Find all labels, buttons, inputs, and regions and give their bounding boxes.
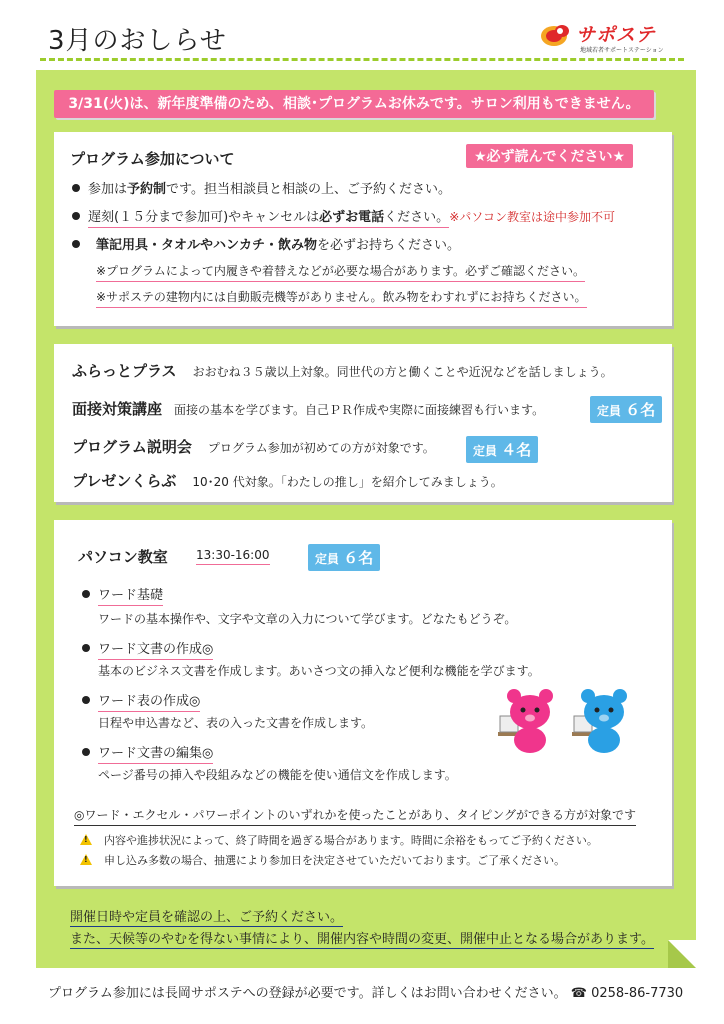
- bullet-icon: [82, 590, 90, 598]
- closure-banner: 3/31(火)は、新年度準備のため、相談･プログラムお休みです。サロン利用もできません。: [54, 90, 654, 118]
- must-read-badge: ★必ず読んでください★: [466, 144, 633, 168]
- capacity-badge: 定員 ６名: [308, 544, 380, 571]
- rule-1: 参加は予約制です。担当相談員と相談の上、ご予約ください。: [88, 182, 451, 197]
- note-1: ※プログラムによって内履きや着替えなどが必要な場合があります。必ずご確認ください。: [96, 262, 585, 282]
- program-fluttoplus: ふらっとプラス おおむね３５歳以上対象。同世代の方と働くことや近況などを話しましょう。: [72, 362, 613, 380]
- capacity-badge: 定員 ６名: [590, 396, 662, 423]
- program-orientation: プログラム説明会 プログラム参加が初めての方が対象です。: [72, 438, 435, 456]
- bullet-icon: [82, 748, 90, 756]
- header-divider: [40, 58, 684, 61]
- programs-card: [54, 344, 672, 502]
- logo-subtitle: 地域若者サポートステーション: [580, 47, 664, 54]
- blue-bear-icon: [572, 689, 627, 753]
- bullet-icon: [72, 184, 80, 192]
- warning-text: 申し込み多数の場合、抽選により参加日を決定させていただいております。ご了承ください。: [104, 854, 566, 867]
- bullet-icon: [82, 696, 90, 704]
- pc-class-heading: パソコン教室: [78, 548, 168, 566]
- pc-class-card: [54, 520, 672, 886]
- course-title: ワード文書の編集◎: [98, 742, 213, 764]
- bears-at-computers-illustration: [494, 684, 644, 754]
- phone-icon: ☎: [570, 986, 587, 1001]
- program-interview: 面接対策講座 面接の基本を学びます。自己ＰＲ作成や実際に面接練習も行います。: [72, 400, 545, 418]
- program-rules-card: [54, 132, 672, 326]
- warning-text: 内容や進捗状況によって、終了時間を過ぎる場合があります。時間に余裕をもってご予約ください。: [104, 834, 598, 847]
- registration-note: プログラム参加には長岡サポステへの登録が必要です。詳しくはお問い合わせください。 ☎ 0258-86-7730: [48, 986, 684, 1001]
- course-desc: 基本のビジネス文書を作成します。あいさつ文の挿入など便利な機能を学びます。: [98, 664, 540, 678]
- page-title: 3月のおしらせ: [48, 26, 227, 56]
- course-title: ワード文書の作成◎: [98, 638, 213, 660]
- note-2: ※サポステの建物内には自動販売機等がありません。飲み物をわすれずにお持ちください。: [96, 288, 587, 308]
- bullet-icon: [72, 240, 80, 248]
- rule-2: 遅刻(１５分まで参加可)やキャンセルは必ずお電話ください。※パソコン教室は途中参加不可: [88, 206, 615, 225]
- rule-3: 筆記用具・タオルやハンカチ・飲み物を必ずお持ちください。: [96, 238, 461, 253]
- pink-bear-icon: [498, 689, 553, 753]
- bullet-icon: [82, 644, 90, 652]
- page-fold-corner: [668, 940, 696, 968]
- program-presen: プレゼンくらぶ 10･20 代対象。「わたしの推し」を紹介してみましょう。: [72, 472, 503, 490]
- pc-class-time: 13:30-16:00: [196, 548, 270, 565]
- pc-target-note: ◎ワード・エクセル・パワーポイントのいずれかを使ったことがあり、タイピングができる方が対象です: [74, 806, 636, 826]
- logo-text: サポステ: [576, 24, 656, 46]
- capacity-badge: 定員 ４名: [466, 436, 538, 463]
- warning-icon: [80, 834, 92, 845]
- course-title: ワード基礎: [98, 584, 163, 606]
- logo-mark-icon: [540, 22, 572, 48]
- program-rules-heading: プログラム参加について: [70, 150, 235, 168]
- phone-number: 0258-86-7730: [591, 986, 684, 1001]
- course-desc: 日程や申込書など、表の入った文書を作成します。: [98, 716, 374, 730]
- course-desc: ページ番号の挿入や段組みなどの機能を使い通信文を作成します。: [98, 768, 457, 782]
- saposute-logo: [540, 20, 690, 54]
- bullet-icon: [72, 212, 80, 220]
- footer-note-weather: また、天候等のやむを得ない事情により、開催内容や時間の変更、開催中止となる場合があります。: [70, 928, 654, 949]
- course-desc: ワードの基本操作や、文字や文章の入力について学びます。どなたもどうぞ。: [98, 612, 517, 626]
- footer-note-reserve: 開催日時や定員を確認の上、ご予約ください。: [70, 906, 343, 927]
- course-title: ワード表の作成◎: [98, 690, 200, 712]
- warning-icon: [80, 854, 92, 865]
